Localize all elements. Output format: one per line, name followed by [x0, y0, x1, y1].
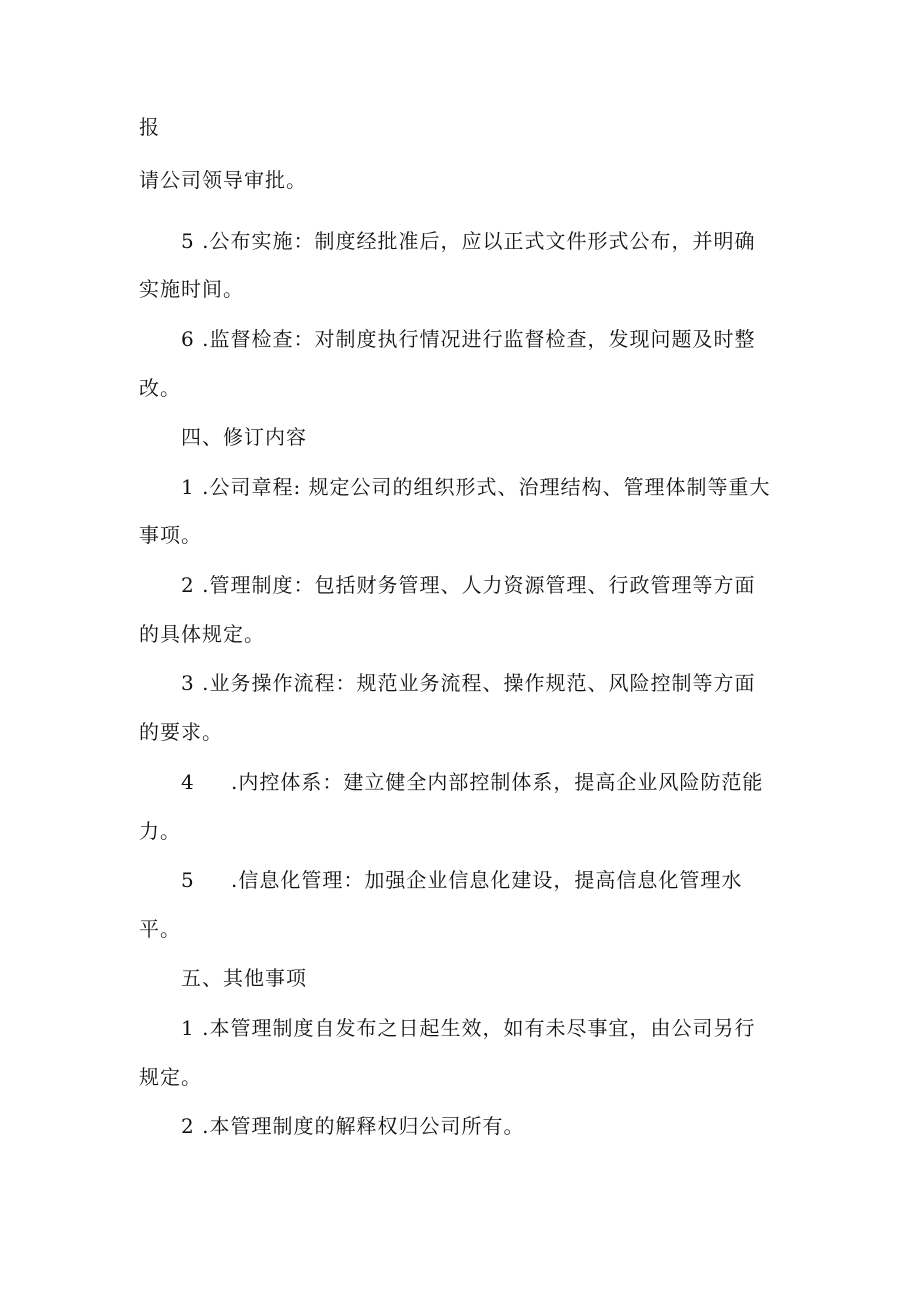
text-line: 的具体规定。	[139, 622, 265, 646]
text-line: 事项。	[139, 523, 202, 547]
section-heading: 四、修订内容	[181, 425, 307, 449]
text-line: 实施时间。	[139, 277, 244, 301]
text-line: .内控体系：建立健全内部控制体系，提高企业风险防范能	[231, 770, 764, 794]
text-line: 2 .管理制度：包括财务管理、人力资源管理、行政管理等方面	[181, 573, 756, 597]
text-line: 1 .公司章程: 规定公司的组织形式、治理结构、管理体制等重大	[181, 475, 771, 499]
text-line: 1 .本管理制度自发布之日起生效，如有未尽事宜，由公司另行	[181, 1016, 756, 1040]
text-line: 改。	[139, 376, 181, 400]
text-line: 2 .本管理制度的解释权归公司所有。	[181, 1114, 525, 1138]
text-line: 5 .公布实施：制度经批准后，应以正式文件形式公布，并明确	[181, 229, 756, 253]
section-heading: 五、其他事项	[181, 966, 307, 990]
text-line: 平。	[139, 917, 181, 941]
text-line: 力。	[139, 819, 181, 843]
text-line: 6 .监督检查：对制度执行情况进行监督检查，发现问题及时整	[181, 327, 756, 351]
text-line: 请公司领导审批。	[139, 168, 307, 192]
text-line: 的要求。	[139, 720, 223, 744]
text-line: 报	[139, 115, 160, 139]
list-number: 5	[181, 868, 195, 892]
list-number: 4	[181, 770, 195, 794]
text-line: 规定。	[139, 1065, 202, 1089]
text-line: .信息化管理：加强企业信息化建设，提高信息化管理水	[231, 868, 743, 892]
text-line: 3 .业务操作流程：规范业务流程、操作规范、风险控制等方面	[181, 671, 756, 695]
